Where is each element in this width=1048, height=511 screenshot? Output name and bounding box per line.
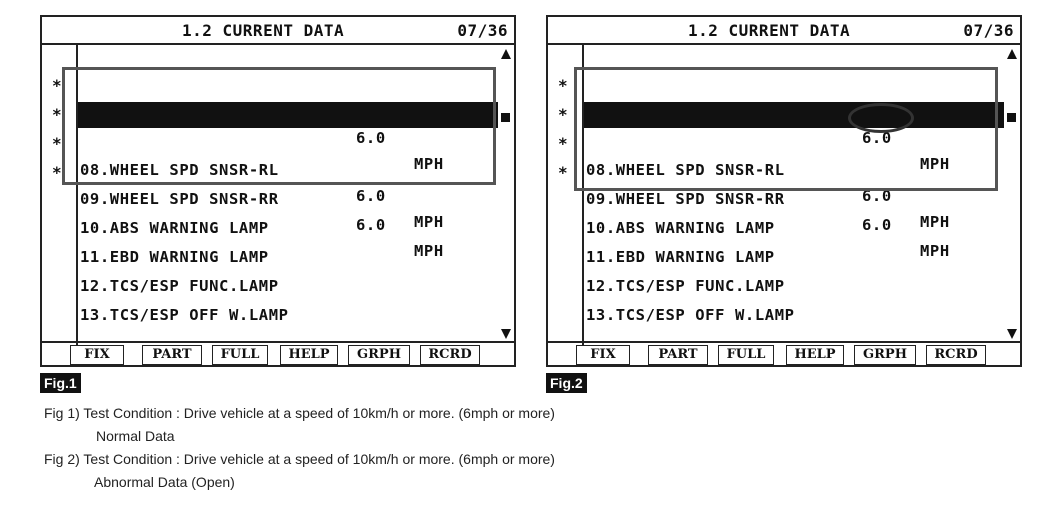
row-value: 6.0	[356, 158, 386, 176]
rcrd-button[interactable]: RCRD	[420, 345, 480, 365]
row-label: 08.WHEEL SPD SNSR-RL	[80, 161, 279, 179]
row-marker-star: *	[52, 134, 62, 153]
fix-button[interactable]: FIX	[576, 345, 630, 365]
scan-tool-screen-fig2	[546, 15, 1022, 367]
row-label: 08.WHEEL SPD SNSR-RL	[586, 161, 785, 179]
row-unit: MPH	[414, 155, 444, 173]
row-value: 0.0	[862, 158, 892, 176]
triangle-down-icon[interactable]	[501, 329, 511, 339]
title-bar	[548, 17, 1020, 45]
row-value: 6.0	[862, 187, 892, 205]
scrollbar[interactable]	[498, 45, 514, 341]
full-button[interactable]: FULL	[212, 345, 268, 365]
data-row-13[interactable]	[584, 276, 1004, 324]
data-row-12[interactable]	[78, 247, 498, 295]
part-button[interactable]: PART	[142, 345, 202, 365]
full-button[interactable]: FULL	[718, 345, 774, 365]
highlight-ellipse	[848, 103, 914, 133]
row-marker-star: *	[558, 76, 568, 95]
page-number: 07/36	[457, 21, 508, 40]
row-label: 11.EBD WARNING LAMP	[586, 248, 775, 266]
fix-button[interactable]: FIX	[70, 345, 124, 365]
row-label: 12.TCS/ESP FUNC.LAMP	[80, 277, 279, 295]
row-marker-star: *	[558, 163, 568, 182]
row-unit: MPH	[414, 213, 444, 231]
grph-button[interactable]: GRPH	[348, 345, 410, 365]
row-marker-star: *	[52, 76, 62, 95]
part-button[interactable]: PART	[648, 345, 708, 365]
page-number: 07/36	[963, 21, 1014, 40]
row-marker-star: *	[52, 163, 62, 182]
row-label: 11.EBD WARNING LAMP	[80, 248, 269, 266]
row-unit: MPH	[920, 184, 950, 202]
row-unit: MPH	[920, 155, 950, 173]
highlight-rectangle	[574, 67, 998, 191]
row-value: 6.0	[356, 187, 386, 205]
row-label: 09.WHEEL SPD SNSR-RR	[586, 190, 785, 208]
data-row-13[interactable]	[78, 276, 498, 324]
row-value: 6.0	[862, 129, 892, 147]
grph-button[interactable]: GRPH	[854, 345, 916, 365]
row-label: 13.TCS/ESP OFF W.LAMP	[586, 306, 795, 324]
caption-fig1-result: Normal Data	[96, 428, 175, 444]
screen-title: 1.2 CURRENT DATA	[688, 21, 851, 40]
caption-fig2-result: Abnormal Data (Open)	[94, 474, 235, 490]
data-row-12[interactable]	[584, 247, 1004, 295]
square-thumb-icon[interactable]	[1007, 113, 1016, 122]
row-label: 12.TCS/ESP FUNC.LAMP	[586, 277, 785, 295]
row-marker-star: *	[52, 105, 62, 124]
caption-fig2-condition: Fig 2) Test Condition : Drive vehicle at a speed of 10km/h or more. (6mph or more)	[44, 451, 555, 467]
row-value: 6.0	[356, 216, 386, 234]
function-button-bar	[548, 341, 1020, 365]
row-unit: MPH	[920, 242, 950, 260]
help-button[interactable]: HELP	[280, 345, 338, 365]
row-label: 10.ABS WARNING LAMP	[586, 219, 775, 237]
row-marker-star: *	[558, 134, 568, 153]
row-label: 09.WHEEL SPD SNSR-RR	[80, 190, 279, 208]
fig1-label: Fig.1	[40, 373, 81, 393]
row-unit: MPH	[920, 213, 950, 231]
row-label: 07.WHEEL SPD SNSR-FR	[80, 132, 279, 150]
fig2-label: Fig.2	[546, 373, 587, 393]
function-button-bar	[42, 341, 514, 365]
square-thumb-icon[interactable]	[501, 113, 510, 122]
row-label: 13.TCS/ESP OFF W.LAMP	[80, 306, 289, 324]
help-button[interactable]: HELP	[786, 345, 844, 365]
row-unit: MPH	[414, 184, 444, 202]
title-bar	[42, 17, 514, 45]
row-value: 6.0	[356, 129, 386, 147]
row-marker-star: *	[558, 105, 568, 124]
row-label: 10.ABS WARNING LAMP	[80, 219, 269, 237]
screen-title: 1.2 CURRENT DATA	[182, 21, 345, 40]
caption-fig1-condition: Fig 1) Test Condition : Drive vehicle at a speed of 10km/h or more. (6mph or more)	[44, 405, 555, 421]
triangle-down-icon[interactable]	[1007, 329, 1017, 339]
row-unit: MPH	[414, 242, 444, 260]
highlight-rectangle	[62, 67, 496, 185]
scrollbar[interactable]	[1004, 45, 1020, 341]
row-value: 6.0	[862, 216, 892, 234]
row-label: 07.WHEEL SPD SNSR-FR	[586, 132, 785, 150]
triangle-up-icon[interactable]	[1007, 49, 1017, 59]
triangle-up-icon[interactable]	[501, 49, 511, 59]
rcrd-button[interactable]: RCRD	[926, 345, 986, 365]
scan-tool-screen-fig1	[40, 15, 516, 367]
